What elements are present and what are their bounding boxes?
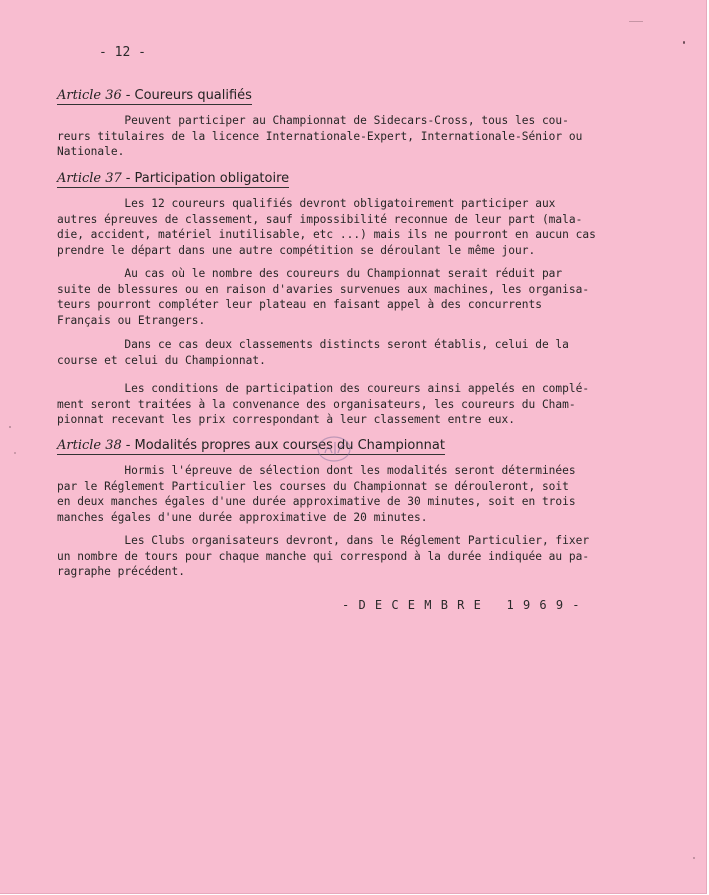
article-37-paragraph-2: Au cas où le nombre des coureurs du Championnat serait réduit par suite de blessures ou en raison d'avaries survenues aux machines, les organisa- teurs pourront compléter leur plateau en faisant appel à des concurrents Français ou Etrangers.: [57, 267, 590, 327]
article-37-paragraph-4: Les conditions de participation des coureurs ainsi appelés en complé- ment seront traitées à la convenance des organisateurs, les coureurs du Cham- pionnat recevant les prix correspondant à leur classement entre eux.: [57, 382, 590, 427]
paper-speck: [14, 452, 16, 454]
article-36-title: Coureurs qualifiés: [134, 88, 252, 103]
article-37-heading: [57, 170, 289, 188]
article-37-paragraph-3: Dans ce cas deux classements distincts seront établis, celui de la course et celui du Championnat.: [57, 338, 569, 367]
article-38-title: Modalités propres aux courses du Championnat: [134, 438, 445, 453]
footer-date: - D E C E M B R E 1 9 6 9 -: [342, 598, 581, 612]
paper-mark: [629, 21, 643, 22]
paper-speck: [9, 426, 11, 428]
article-36-paragraph-1: Peuvent participer au Championnat de Sidecars-Cross, tous les cou- reurs titulaires de la licence Internationale-Expert, Internationale-Sénior ou Nationale.: [57, 114, 583, 159]
article-37-title: Participation obligatoire: [134, 171, 290, 186]
article-38-label: Article 38: [57, 438, 122, 453]
article-37-separator: -: [125, 171, 131, 186]
article-37-paragraph-1: Les 12 coureurs qualifiés devront obligatoirement participer aux autres épreuves de classement, sauf impossibilité reconnue de leur part (mala- die, accident, matériel inutilisable, etc ...) mais ils ne pourront en aucun cas prendre le départ dans une autre compétition se déroulant le même jour.: [57, 197, 596, 257]
article-38-paragraph-2: Les Clubs organisateurs devront, dans le Réglement Particulier, fixer un nombre de tours pour chaque manche qui correspond à la durée indiquée au pa- ragraphe précédent.: [57, 534, 590, 579]
article-38-heading: [57, 437, 445, 455]
article-37-label: Article 37: [57, 171, 122, 186]
library-stamp-icon: [316, 434, 352, 464]
article-36-separator: -: [125, 88, 131, 103]
article-36-label: Article 36: [57, 88, 122, 103]
article-36-heading: [57, 87, 252, 105]
page-number: - 12 -: [99, 45, 146, 60]
paper-speck: [683, 41, 685, 44]
article-38-paragraph-1: Hormis l'épreuve de sélection dont les modalités seront déterminées par le Réglement Particulier les courses du Championnat se dérouleront, soit en deux manches égales d'une durée approximative de 30 minutes, soit en trois manches égales d'une durée approximative de 20 minutes.: [57, 464, 576, 524]
article-38-separator: -: [125, 438, 131, 453]
paper-speck: [693, 857, 695, 859]
